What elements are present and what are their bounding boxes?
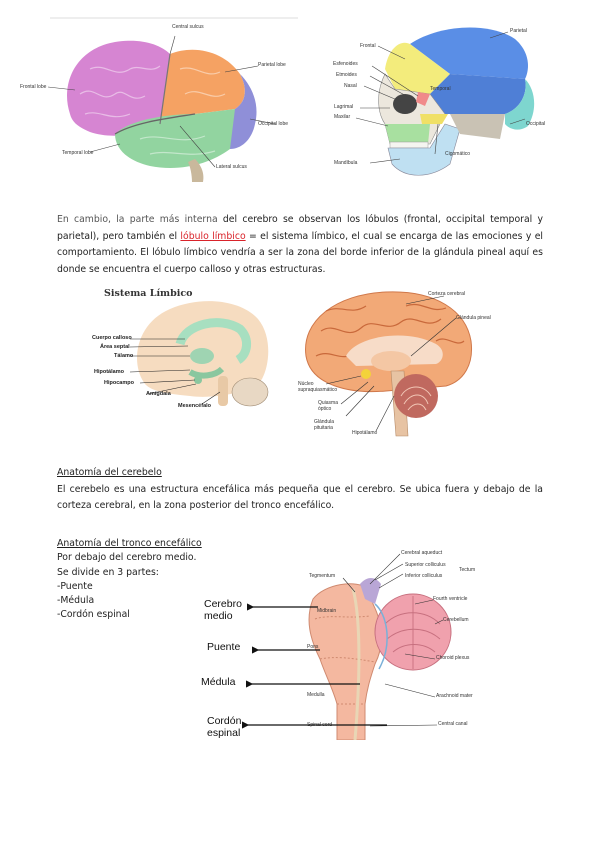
tronco-heading: Anatomía del tronco encefálico <box>57 538 202 549</box>
brain-lobes-figure <box>20 14 300 184</box>
label-fourth-ventricle: Fourth ventricle <box>433 596 468 602</box>
label-temporal: Temporal <box>430 86 451 92</box>
label-cordon-espinal <box>207 715 241 739</box>
paragraph-body-1: del cerebro se observan los lóbulos (frontal, occipital temporal y parietal), pero también el <box>57 214 543 242</box>
label-central-sulcus: Central sulcus <box>172 24 204 30</box>
label-cerebro-medio <box>204 598 242 622</box>
label-glandula-pineal: Glándula pineal <box>456 315 491 321</box>
label-frontal: Frontal <box>360 43 376 49</box>
label-hipocampo: Hipocampo <box>104 380 134 386</box>
label-cerebro-medio-line2: medio <box>204 610 233 622</box>
label-occipital-lobe: Occipital lobe <box>258 121 289 127</box>
paragraph-body-2: = el sistema límbico, el cual se encarga de las emociones y el comportamiento. El lóbulo límbico vendría a ser la zona del borde inferior de la glándula pineal aquí es donde se encuentra el cuerpo calloso y otras estructuras. <box>57 230 544 275</box>
label-hipotalamo: Hipotálamo <box>94 369 124 375</box>
label-cerebro-medio-line1: Cerebro <box>204 598 242 610</box>
label-esfenoides: Esfenoides <box>333 61 358 67</box>
label-inferior-colliculus: Inferior colliculus <box>405 573 443 579</box>
limbic-paragraph <box>57 212 543 278</box>
label-cuerpo-calloso: Cuerpo calloso <box>92 335 132 341</box>
label-frontal-lobe: Frontal lobe <box>20 84 47 90</box>
tronco-line2: Se divide en 3 partes: <box>57 566 159 578</box>
label-pituitaria-line1: Glándula <box>314 419 335 425</box>
label-midbrain: Midbrain <box>317 608 337 614</box>
skull-figure <box>330 14 555 189</box>
label-parietal-lobe: Parietal lobe <box>258 62 286 68</box>
tronco-line1: Por debajo del cerebro medio. <box>57 552 197 564</box>
brainstem-figure <box>275 544 485 740</box>
label-pituitaria-line2: pituitaria <box>314 425 333 431</box>
label-cordon-line1: Cordón <box>207 715 242 727</box>
limbic-title: Sistema Límbico <box>104 288 193 299</box>
skull-illustration <box>330 14 555 189</box>
label-nucleo-line2: supraquiasmático <box>298 387 338 393</box>
label-occipital: Occipital <box>526 121 546 127</box>
label-puente: Puente <box>207 641 241 653</box>
label-talamo: Tálamo <box>114 353 134 359</box>
label-choroid-plexus: Choroid plexus <box>436 655 470 661</box>
cerebelo-heading: Anatomía del cerebelo <box>57 467 162 478</box>
label-quiasma-line1: Quiasma <box>318 400 339 406</box>
paragraph-intro: En cambio, la parte más interna <box>57 214 218 225</box>
label-temporal-lobe: Temporal lobe <box>62 150 94 156</box>
limbic-figure <box>90 284 280 414</box>
label-corteza-cerebral: Corteza cerebral <box>428 291 465 297</box>
cerebelo-text: El cerebelo es una estructura encefálica más pequeña que el cerebro. Se ubica fuera y debajo de la corteza cerebral, en la zona posterior del tronco encefálico. <box>57 483 543 511</box>
label-area-septal: Área septal <box>100 344 130 350</box>
label-pons: Pons <box>307 644 319 650</box>
label-amigdala: Amígdala <box>146 391 171 397</box>
label-maxilar: Maxilar <box>334 114 351 120</box>
label-nasal: Nasal <box>344 83 357 89</box>
label-mesencefalo: Mesencéfalo <box>178 403 212 409</box>
label-spinal-cord: Spinal cord <box>307 722 333 728</box>
label-central-canal: Central canal <box>438 721 468 727</box>
paragraph-highlight: lóbulo límbico <box>180 230 246 242</box>
label-arachnoid-mater: Arachnoid mater <box>436 693 473 699</box>
label-cordon-line2: espinal <box>207 727 241 739</box>
label-cerebral-aqueduct: Cerebral aqueduct <box>401 550 443 556</box>
label-lateral-sulcus: Lateral sulcus <box>216 164 247 170</box>
label-parietal: Parietal <box>510 28 527 34</box>
label-etmoides: Etmoides <box>336 72 357 78</box>
label-cerebellum: Cerebellum <box>443 617 469 623</box>
brain-lobes-illustration <box>20 14 300 184</box>
sagittal-brain-figure <box>296 286 536 442</box>
label-tectum: Tectum <box>459 567 476 573</box>
cerebelo-section <box>57 465 543 515</box>
label-quiasma-line2: óptico <box>318 406 332 412</box>
label-hipotalamo-sagittal: Hipotálamo <box>352 430 378 436</box>
tronco-item-medula: -Médula <box>57 595 95 607</box>
label-superior-colliculus: Superior colliculus <box>405 562 446 568</box>
label-medulla: Medulla <box>307 692 325 698</box>
tronco-item-puente: -Puente <box>57 580 93 592</box>
label-medula: Médula <box>201 676 236 688</box>
label-nucleo-line1: Núcleo <box>298 381 314 387</box>
label-tegmentum: Tegmentum <box>309 573 336 579</box>
label-cigomatico: Cigomático <box>445 151 471 157</box>
brainstem-illustration <box>275 544 485 740</box>
tronco-item-cordon: -Cordón espinal <box>57 609 130 621</box>
label-mandibula: Mandíbula <box>334 160 358 166</box>
label-lagrimal: Lagrimal <box>334 104 354 110</box>
